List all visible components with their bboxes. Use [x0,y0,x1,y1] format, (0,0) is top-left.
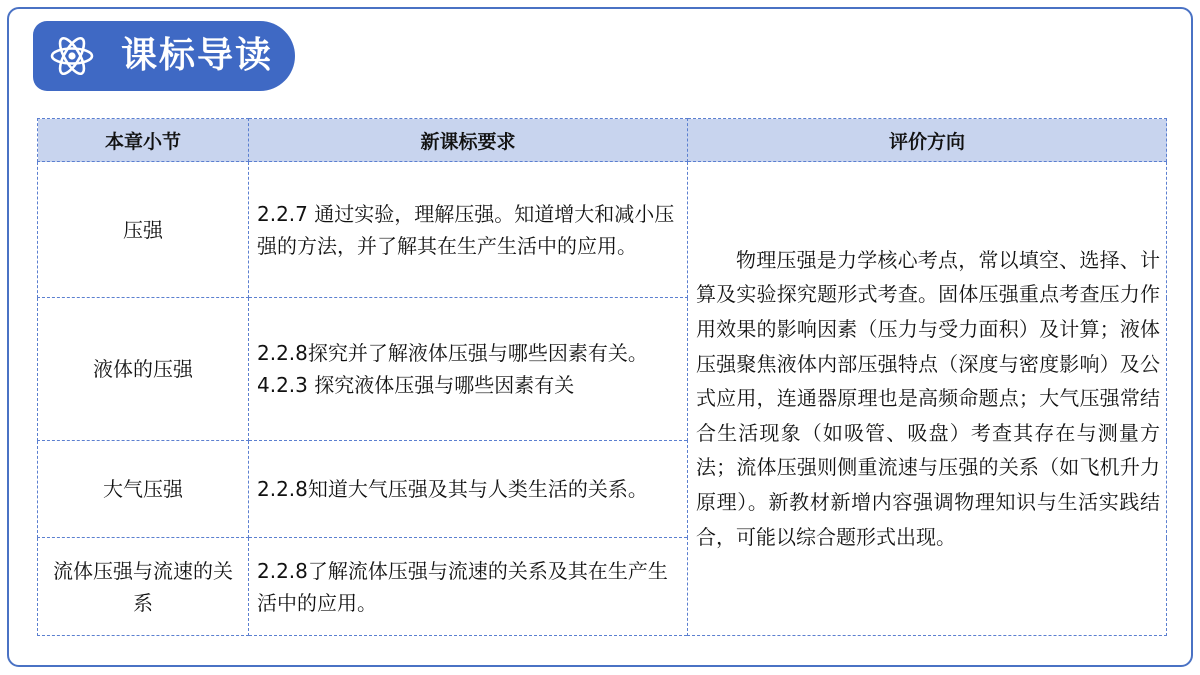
requirement-cell [249,298,688,441]
table-header-row [38,119,1167,162]
requirement-text: 2.2.8探究并了解液体压强与哪些因素有关。 [257,341,648,365]
header-requirements: 新课标要求 [249,119,688,162]
page-title: 课标导读 [121,35,274,76]
requirement-cell [249,441,688,538]
atom-icon [50,34,94,78]
evaluation-cell: 物理压强是力学核心考点，常以填空、选择、计算及实验探究题形式考查。固体压强重点考查压力作用效果的影响因素（压力与受力面积）及计算；液体压强聚焦液体内部压强特点（深度与密度影响）及公式应用，连通器原理也是高频命题点；大气压强常结合生活现象（如吸管、吸盘）考查其存在与测量方法；流体压强则侧重流速与压强的关系（如飞机升力原理）。新教材新增内容强调物理知识与生活实践结合，可能以综合题形式出现。 [688,162,1167,636]
header-evaluation: 评价方向 [688,119,1167,162]
requirement-text: 2.2.8知道大气压强及其与人类生活的关系。 [257,477,648,501]
requirement-cell [249,538,688,636]
requirement-text: 2.2.7 通过实验，理解压强。知道增大和减小压强的方法，并了解其在生产生活中的应用。 [257,201,675,258]
table-row [38,162,1167,298]
section-cell: 大气压强 [38,441,249,538]
section-cell: 压强 [38,162,249,298]
requirement-text: 4.2.3 探究液体压强与哪些因素有关 [257,373,575,397]
section-cell: 液体的压强 [38,298,249,441]
curriculum-table [37,118,1167,636]
section-cell: 流体压强与流速的关系 [38,538,249,636]
header-section: 本章小节 [38,119,249,162]
requirement-text: 2.2.8了解流体压强与流速的关系及其在生产生活中的应用。 [257,558,668,615]
title-banner [33,21,295,91]
requirement-cell [249,162,688,298]
